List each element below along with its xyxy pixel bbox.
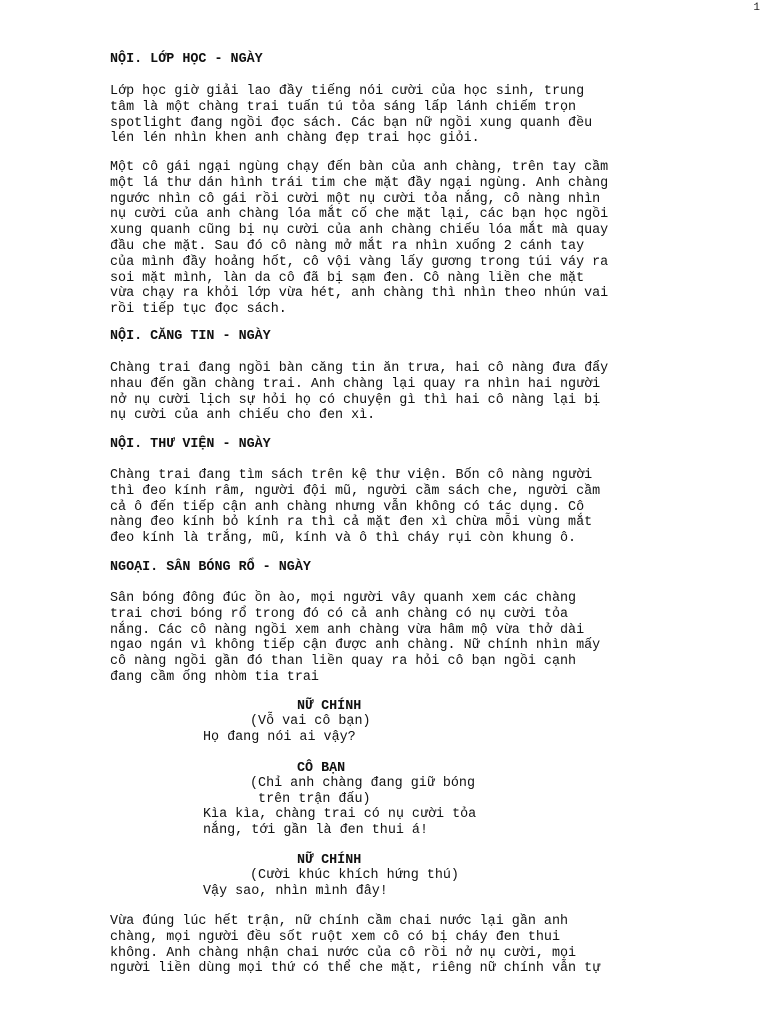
scene-action-canteen: Chàng trai đang ngồi bàn căng tin ăn trưa, hai cô nàng đưa đẩy nhau đến gần chàng trai. Anh chàng lại quay ra nhìn hai người nở nụ cười lịch sự hỏi họ có chuyện gì thì hai cô nàng lại bị nụ cười của anh chiếu cho đen xì. — [110, 361, 609, 424]
parenthetical: (Chỉ anh chàng đang giữ bóng trên trận đấu) — [250, 776, 475, 807]
parenthetical: (Cười khúc khích hứng thú) — [250, 868, 459, 883]
scene-heading-library: NỘI. THƯ VIỆN - NGÀY — [110, 437, 271, 452]
scene-heading-basketball-court: NGOẠI. SÂN BÓNG RỔ - NGÀY — [110, 560, 311, 575]
scene-action-library: Chàng trai đang tìm sách trên kệ thư viện. Bốn cô nàng người thì đeo kính râm, người đội mũ, người cầm sách che, người cầm cả ô đến tiếp cận anh chàng nhưng vẫn không có tác dụng. Cô nàng đeo kính bỏ kính ra thì cả mặt đen xì chừa mỗi vùng mắt đeo kính là trắng, mũ, kính và ô thì cháy rụi còn khung ô. — [110, 468, 601, 547]
scene-action-classroom-1: Lớp học giờ giải lao đầy tiếng nói cười của học sinh, trung tâm là một chàng trai tuấn tú tỏa sáng lấp lánh chiếm trọn spotlight đang ngồi đọc sách. Các bạn nữ ngồi xung quanh đều lén lén nhìn khen anh chàng đẹp trai học giỏi. — [110, 84, 593, 147]
scene-action-closing: Vừa đúng lúc hết trận, nữ chính cầm chai nước lại gần anh chàng, mọi người đều sốt ruột xem cô có bị cháy đen thui không. Anh chàng nhận chai nước của cô rồi nở nụ cười, mọi người liền dùng mọi thứ có thể che mặt, riêng nữ chính vẫn tự — [110, 914, 601, 977]
page-number: 1 — [753, 2, 760, 14]
character-name: NỮ CHÍNH — [297, 853, 362, 868]
scene-action-basketball-court: Sân bóng đông đúc ồn ào, mọi người vây quanh xem các chàng trai chơi bóng rổ trong đó có cả anh chàng có nụ cười tỏa nắng. Các cô nàng ngồi xem anh chàng vừa hâm mộ vừa thở dài ngao ngán vì không tiếp cận được anh chàng. Nữ chính nhìn mấy cô nàng ngồi gần đó than liền quay ra hỏi cô bạn ngồi cạnh đang cầm ống nhòm tia trai — [110, 591, 601, 685]
scene-heading-classroom: NỘI. LỚP HỌC - NGÀY — [110, 52, 263, 67]
dialogue-line: Họ đang nói ai vậy? — [203, 730, 356, 745]
scene-action-classroom-2: Một cô gái ngại ngùng chạy đến bàn của anh chàng, trên tay cầm một lá thư dán hình trái tim che mặt đầy ngại ngùng. Anh chàng ngước nhìn cô gái rồi cười một nụ cười tỏa nắng, cô nàng nhìn nụ cười của anh chàng lóa mắt cố che mặt lại, các bạn học ngồi xung quanh cũng bị nụ cười của anh chàng chiếu lóa mắt mà quay đầu che mặt. Sau đó cô nàng mở mắt ra nhìn xuống 2 cánh tay của mình đầy hoảng hốt, cô vội vàng lấy gương trong túi váy ra soi mặt mình, làn da cô đã bị sạm đen. Cô nàng liền che mặt vừa chạy ra khỏi lớp vừa hét, anh chàng thì nhìn theo nhún vai rồi tiếp tục đọc sách. — [110, 160, 609, 318]
character-name: CÔ BẠN — [297, 761, 346, 776]
parenthetical: (Vỗ vai cô bạn) — [250, 714, 371, 729]
scene-heading-canteen: NỘI. CĂNG TIN - NGÀY — [110, 329, 271, 344]
dialogue-line: Vậy sao, nhìn mình đây! — [203, 884, 388, 899]
dialogue-line: Kìa kìa, chàng trai có nụ cười tỏa nắng, tới gần là đen thui á! — [203, 807, 477, 838]
character-name: NỮ CHÍNH — [297, 699, 362, 714]
